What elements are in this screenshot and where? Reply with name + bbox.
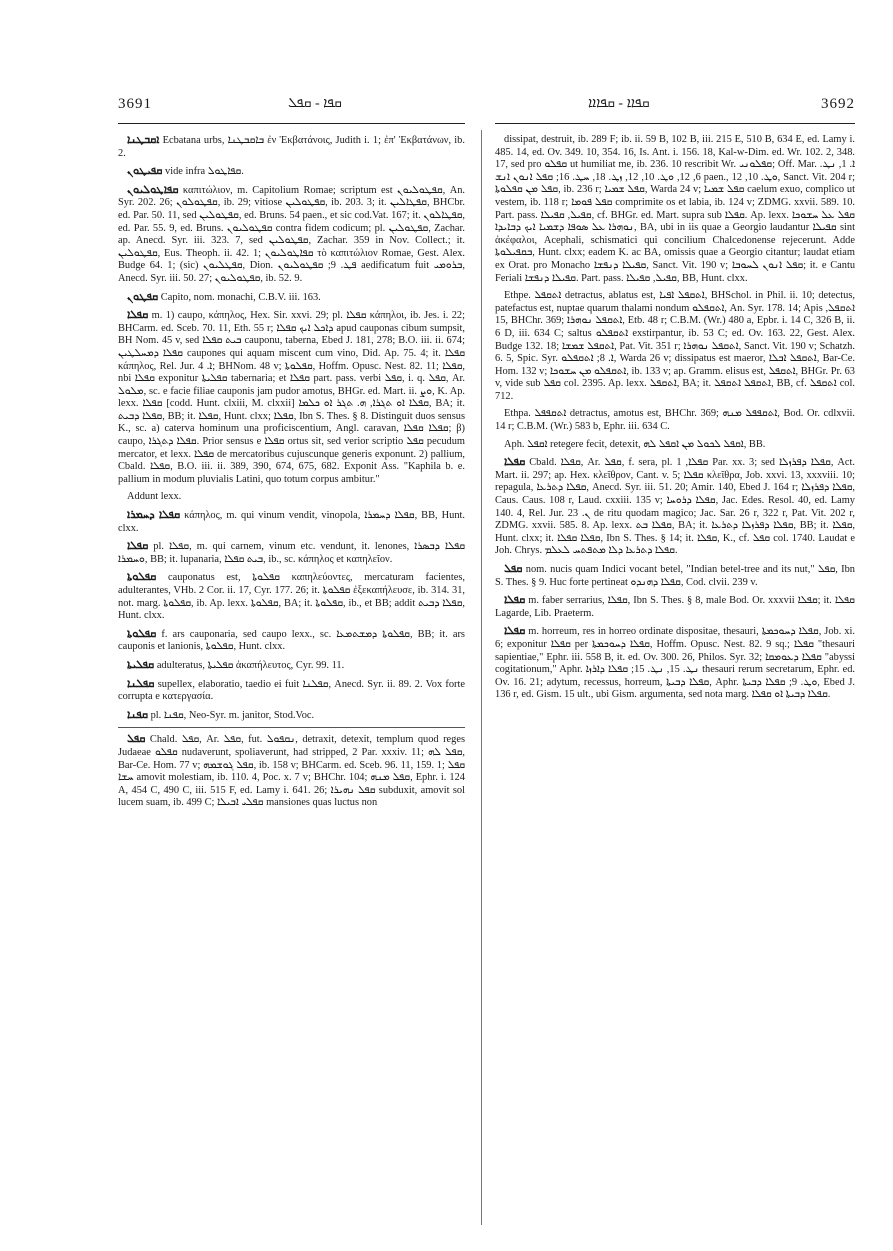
entry-text: pl. ܩܦܢܐ, Neo-Syr. m. janitor, Stod.Voc. <box>150 709 315 721</box>
dictionary-entry <box>118 134 465 160</box>
page-number-right: 3692 <box>821 96 855 112</box>
column-divider <box>481 130 482 1225</box>
header-rule-left <box>118 123 465 124</box>
dictionary-entry <box>495 563 855 589</box>
entry-text: f. ars cauponaria, sed caupo lexx., sc. ܩܦܠܘܬܐ ܕܡܫܬܡܥܐ, BB; it. ars cauponis et lanionis, ܩܦܠܘܬܐ, Hunt. clxx. <box>118 628 465 653</box>
entry-headword: ܩܦܠܐ <box>504 456 526 469</box>
dictionary-entry <box>495 408 855 433</box>
dictionary-entry <box>495 456 855 558</box>
entry-text: supellex, elaboratio, taedio ei fuit ܩܦܠܢܐ, Anecd. Syr. ii. 89. 2. Vox forte corrupta e κατεργασία. <box>118 678 465 703</box>
dictionary-entry <box>118 309 465 486</box>
dictionary-entry <box>118 540 465 566</box>
dictionary-entry <box>118 678 465 704</box>
entry-headword: ܩܦܠܐ <box>504 594 526 607</box>
dictionary-entry <box>495 439 855 452</box>
entry-text: nom. nucis quam Indici vocant betel, "Indian betel-tree and its nut," ܩܦܠ, Ibn S. Thes. § 9. Huc forte pertineat ܩܦܠܐ ܕܗܢܕܘ, Cod. clvii. 239 v. <box>495 564 855 588</box>
dictionary-entry <box>118 491 465 504</box>
dictionary-entry <box>118 291 465 305</box>
running-head-right: ܩܦܐܐ - ܩܦܐܐܐ <box>588 96 650 111</box>
dictionary-entry <box>118 184 465 286</box>
dictionary-entry <box>495 290 855 403</box>
dictionary-entry <box>118 571 465 622</box>
entry-text: Ecbatana urbs, ܒܐܩܒܛܢܐ ἐν Ἐκβατάνοις, Judith i. 1; ἐπ' Ἐκβατάνων, ib. 2. <box>118 135 465 159</box>
entry-headword: ܩܦܛܘܢ <box>127 290 159 303</box>
entry-headword: ܩܦܠܘܬܐ <box>127 571 157 584</box>
entry-headword: ܩܦܠ <box>127 733 146 746</box>
dictionary-entry <box>118 628 465 654</box>
entry-headword: ܩܦܠܐ <box>127 540 149 553</box>
entry-headword: ܩܦܝܛܘܢ <box>127 165 163 178</box>
entry-headword: ܐܩܒܛܢܐ <box>127 134 160 146</box>
page-header <box>118 96 855 118</box>
entry-text: dissipat, destruit, ib. 289 F; ib. ii. 59 B, 102 B, iii. 215 E, 510 B, 634 E, ed. Lamy i. 485. 14, ed. Ov. 349. 10, 354. 16, Is. Ant. i. 156. 18, Kal-w-Dim. ed. Wr. 102. 2, 348. 17, sed pro ܩܦܠܘ ut humiliat me, ib. 236. 10 rescribit Wr. ܩܦܠܘܢܝ; Off. Mar. ܐ. 1, ܢܛ. 6, 12, ܘܛ. 10, 12, ܙܛ. 18, ܚܛ. 16; ܩܦܠ ܐܢܘܢ ܐܢܫ paen., ܘܛ. 10, 12, Sanct. Vit. 204 r; ܩܦܠ ܡܢ ܩܦܠܘܬܐ, ib. 236 r; ܩܦܠ ܫܡܝܐ, Warda 24 v; ܩܦܠ ܫܡܝܐ caelum exuo, complico ut vestem, ib. 118 r; ܩܦܠ ܦܘܡܐ comprimite os et labia, ib. 124 v; ZDMG. xxvii. 589. 10. Part. pass. ܩܦܝܠ, ܩܦܝܠܐ, cf. BHGr. ed. Mart. supra sub ܩܦܠܐ. Ap. lexx. ܩܦܠ ܥܠ ܚܫܘܟܐ ܢܘܗܪܐ ܥܠ ܣܘܦܐ ܕܫܡܝܐ ܐܝܟ ܕܒܐܝܕܐ, BA, ubi in iis quae a Georgio laudantur ܩܦܝܠܐ sint ἀκέφαλοι, Acephali, schismatici qui concilium Chalcedonense rejecerunt. Adde ܒܩܦܝܠܘܬܐ, Hunt. clxx; eadem K. ac BA, omissis quae a Georgio citantur; laudat etiam ex Orat. pro Monacho ܩܦܝܠܐ ܕܢܦܫܐ, Sanct. Vit. 190 v; ܩܦܠ ܐܢܘܢ ܠܚܘܒܐ; it. e Cantu Feriali ܩܦܝܠܐ ܕܢܦܫܐ. Part. pass. ܩܦܝܠ, ܩܦܝܠܐ, BB, Hunt. clxx. <box>495 134 855 284</box>
entry-text: pl. ܩܦܠܐ, m. qui carnem, vinum etc. vendunt, it. lenones, ܩܦܠܐ ܕܒܣܪܐ ܘܚܡܪܐ, BB; it. lupanaria, ܒܝܬ ܩܦܠܐ, ib., sc. κάπηλος et καπηλεῖον. <box>118 541 465 565</box>
entry-headword: ܩܦܠ <box>504 563 523 575</box>
entry-headword: ܩܦܠܝܬܐ <box>127 658 155 671</box>
entry-text: m. faber serrarius, ܩܦܠܐ, Ibn S. Thes. § 8, male Bod. Or. xxxvii ܩܦܠܐ; it. ܩܦܠܐ Lagarde, Lib. Praeterm. <box>495 595 855 619</box>
header-rule-right <box>495 123 855 124</box>
section-rule <box>118 727 465 728</box>
entry-text: m. horreum, res in horreo ordinate dispositae, thesauri, ܩܦܠܐ ܕܚܘܟܡܬܐ, Job. xi. 6; exponitur ܩܦܠܐ per ܩܦܠܐ ܕܚܘܟܡܬܐ, Hoffm. Opusc. Nest. 82. 9 sq.; ܩܦܠܐ "thesauri sapientiae," Ephr. iii. 558 B, it. ed. Ov. 300. 26, Philos. Syr. 32; ܩܦܠܐ ܕܥܘܡܩܐ "abyssi cogitationum," Aphr. ܢܛ. 15, ܢܛ. 15; ܩܦܠܐ ܕܐܪܙܐ thesauri rerum secretarum, Ephr. ed. Ov. 16. 21; adytum, recessus, horreum, ܩܦܠܐ ܕܒܝܬܐ, Aphr. ܘܛ. 9; ܩܦܠܐ ܕܒܝܬܐ, Ebed J. 136 r, ed. Gism. 15 ult., ubi Gism. argumenta, sed nota marg. ܩܦܠܐ ܕܒܝܬܐ ܐܘ ܩܦܠܐ. <box>495 626 855 701</box>
entry-headword: ܩܦܢܐ <box>127 708 148 721</box>
entry-text: Addunt lexx. <box>127 491 182 503</box>
right-column <box>495 134 855 1226</box>
entry-text: Aph. ܐܩܦܠ retegere fecit, detexit, ܐܩܦܠ ܠܟܘܠ ܡܢ ܐܩܦܠ ܠܗ, BB. <box>504 438 766 450</box>
running-head-left: ܩܦܐ - ܩܦܠ <box>288 96 342 111</box>
dictionary-entry <box>118 659 465 673</box>
entry-text: Ethpe. ܐܬܩܦܠ detractus, ablatus est, ܐܬܩܦܠ ܐܦܝܐ, BHSchol. in Phil. ii. 10; detectus, patefactus est, nuptae quarum thalami nondum ܐܬܩܦܠܘ, An. Syr. 178. 14; Apis ܐܬܩܦܠ, 15, BHChr. 369; ܐܬܩܦܠ ܢܘܗܪܐ, Etb. 48 r; C.B.M. (Wr.) 480 a, Epbr. i. 14 C, 326 B, ii. 6 D, iii. 634 C; saltus ܐܬܩܦܠܘ exstirpantur, ib. 53 C; ed. Ov. 163. 22, Gest. Alex. Budge 132. 18; ܐܬܩܦܠ ܫܡܫܐ, Pat. Vit. 351 r; ܐܬܩܦܠ ܢܘܗܪܐ, Sanct. Vit. 190 v; Schatzh. 6. 5, Spic. Syr. ܐ. 8; ܐܬܩܦܠܘ, Warda 26 v; dissipatus est maeror, ܐܬܩܦܠ ܐܒܠܐ, Bar-Ce. Hom. 132 v; ܐܬܩܦܠܘ ܡܢ ܚܫܘܟܐ, ib. 133 v; ap. Gramm. elisus est, ܐܬܩܦܠ, BHGr. Pr. 63 v, vide sub ܩܦܠ col. 2395. Ap. lexx. ܐܬܩܦܠ, BA; it. ܐܬܩܦܠ ܐܬܩܦܠ, BB, cf. ܐܬܩܦܠ col. 712. <box>495 290 855 402</box>
dictionary-entry <box>118 165 465 179</box>
entry-text: m. 1) caupo, κάπηλος, Hex. Sir. xxvi. 29; pl. ܩܦܠܐ κάπηλοι, ib. Jes. i. 22; BHCarm. ed. Sceb. 70. 11, Eth. 55 r; ܕܐܟܠ ܐܝܟ ܩܦܠܐ apud cauponas cibum sumpsit, BH Nom. 45 v, sed ܒܝܬ ܩܦܠܐ cauponu, taberna, Ebed J. 181, 278; B.O. iii. ii. 674; ܩܦܠܐ ܕܡܚܠܛܝܢ caupones qui aquam miscent cum vino, Did. Ap. 75. 4; it. ܩܦܠܐ κάπηλος, Rel. Jur. ܐ. 4; BHNom. 48 v; ܩܦܠܘܬܐ, Hoffm. Opusc. Nest. 82. 11; ܩܦܠܐ, nbi ܩܦܠܐ exponitur ܩܦܠܝܬܐ tabernaria; et ܩܦܠܐ part. pass. verbi ܩܦܠ, i. q. ܩܦܠ, Ar. ܡܠܘܠ, sc. e facie filiae cauponis jam pudor amotus, BHGr. ed. Mart. ii. ܘܨ, K. Ap. lexx. ܩܦܠܐ [codd. Hunt. clxiii, M. clxxii] ܩܦܠܐ ܐܘ ܬܓܪܐ, ܗ. ܬܓܪ ܐܘ ܟܠܡܐ, BA; it. ܩܦܠܐ ܕܒܝܬ, BB; it. ܩܦܠܐ, Hunt. clxx; ܩܦܠܐ, Ibn S. Thes. § 8. Distinguit duos sensus K., sc. a) caterva hominum una proficiscentium, Angl. caravan, ܩܦܠܐ ܩܦܠܐ; β) caupo, ܩܦܠܐ ܕܬܓܪܐ. Prior sensus e ܩܦܠܐ ortus sit, sed verior scriptio ܩܦܠ pecudum mercator, et lexx. ܩܦܠܐ de mercatoribus cujuscunque generis exponunt. 2) pallium, Cbald. ܩܦܠܐ, B.O. iii. ii. 389, 390, 674, 675, 682. Exponit Ass. "Kaphila b. e. pallium in modum pluvialis Latini, quo totum corpus ambitur." <box>118 310 465 485</box>
dictionary-entry <box>118 733 465 810</box>
entry-text: Cbald. ܩܦܠܐ, Ar. ܩܦܠ, f. sera, pl. ܩܦܠܐ, 1 Par. xx. 3; sed ܩܦܠܐ ܕܦܪܙܠܐ, Act. Mart. ii. 297; ap. Hex. κλεῖθρον, Cant. v. 5; ܩܦܠܐ κλεῖθρα, Job. xxvi. 13, xxxviii. 10; repagula, ܩܦܠܐ ܕܬܪܥܐ, Anecd. Syr. iii. 51. 20; Amir. 140, Ebed J. 164 r; ܩܦܠܐ ܕܦܪܙܠܐ, Caus. Caus. 108 r, Laud. cxxiii. 135 v; ܩܦܠܐ ܕܪܘܚܐ, Jac. Edes. Resol. 40, ed. Lamy 140. 4, Rel. Jur. ܢ. 23 de ritu quodam magico; Jac. Sar. 26 r, 322 r, Pat. Vit. 202 r, ZDMG. xxvii. 585. 8. Ap. lexx. ܩܦܠܐ ܒܬ, BA; it. ܩܦܠܐ ܕܦܪܙܠܐ ܕܬܪܥܐ, BB; it. ܩܦܠܐ, Hunt. clxx; it. ܩܦܠܐ ܩܦܠܐ, Ibn S. Thes. § 14; it. ܩܦܠܐ, K., cf. ܩܦܠ col. 1740. Laudat e Joh. Chrys. ܩܦܠܐ ܕܬܪܥܐ ܕܠܐ ܡܬܦܬܚ ܠܥܠܡ. <box>495 457 855 557</box>
entry-headword: ܩܦܐܛܘܠܝܘܢ <box>127 183 179 196</box>
entry-text: vide infra ܩܦܐܛܘܠ. <box>165 166 244 178</box>
entry-headword: ܩܦܠܘܬܐ <box>127 627 157 640</box>
dictionary-entry <box>118 509 465 535</box>
dictionary-entry <box>118 709 465 723</box>
entry-headword: ܩܦܠܢܐ <box>127 677 155 690</box>
entry-text: cauponatus est, ܩܦܠܘܬܐ καπηλεύοντες, mercaturam facientes, adulterantes, VHb. 2 Cor. ii. 17, Cyr. 177. 26; it. ܩܦܠܘܬܐ ἐξεκαπήλευσε, ib. 314. 31, not. marg. ܩܦܠܘܬܐ, ib. Ap. lexx. ܩܦܠܘܬܐ, BA; it. ܩܦܠܘܬܐ, ib., et BB; addit ܩܦܠܐ ܕܒܝܬ, Hunt. clxx. <box>118 572 465 622</box>
entry-headword: ܩܦܠܐ ܕܚܡܪܐ <box>127 509 181 522</box>
left-column <box>118 134 465 1226</box>
dictionary-entry <box>495 625 855 702</box>
page-number-left: 3691 <box>118 96 152 112</box>
entry-text: adulteratus, ܩܦܠܝܬܐ ἀκαπήλευτος, Cyr. 99. 11. <box>156 659 345 671</box>
dictionary-entry <box>495 594 855 620</box>
entry-text: καπιτώλιον, m. Capitolium Romae; scriptum est ܩܦܛܘܠܝܘܢ, An. Syr. 202. 26; ܩܦܛܘܠܘܢ, ib. 29; vitiose ܩܦܛܘܠܝܢ, ib. 203. 3; it. ܩܦܛܐܠܝܢ, BHCbr. ed. Par. 50. 11, sed ܩܦܛܘܠܝܢ, ed. Bruns. 54 paen., et sic cod.Vat. 167; it. ܩܦܛܐܠܘܢ, ed. Par. 55. 9, ed. Bruns. ܩܦܛܘܠܝܘܢ contra fidem codicum; pl. ܩܦܛܘܠܝܢ, Zachar. ap. Anecd. Syr. iii. 323. 7, sed ܩܦܛܘܠܝܢ, Zachar. 359 in Nov. Collect.; it. ܩܦܛܘܠܝܢ, Eus. Theoph. ii. 42. 1; ܩܦܐܛܘܠܝܘܢ τὸ καπιτώλιον Romae, Gest. Alex. Budge 64. 1; (sic) ܩܦܛܠܝܘܢ, Dion. ܦܛ. 9; ܩܦܛܘܠܝܘܢ aedificatum fuit ܒܪܘܡܝ, Anecd. Syr. iii. 50. 27; ܩܦܛܘܠܝܘܢ, ib. 52. 9. <box>118 184 465 284</box>
entry-text: Chald. ܩܦܠ, Ar. ܩܦܠ, fut. ܢܩܦܘܠ, detraxit, detexit, templum quod reges Judaeae ܩܦܠܘ nudaverunt, spoliaverunt, had stripped, 2 Par. xxxiv. 11; ܩܦܠ ܠܗ, Bar-Ce. Hom. 77 v; ܩܦܠ ܓܘܫܡܗ, ib. 158 v; BHCarm. ed. Sceb. 96. 11, 159. 1; ܩܦܠ ܚܫܐ amovit molestiam, ib. 110. 4, Poc. x. 7 v; BHChr. 104; ܩܦܠ ܡܢܗ, Ephr. i. 124 A, 454 C, 490 C, iii. 515 F, ed. Lamy i. 641. 26; ܩܦܠ ܢܗܝܪܐ subduxit, amovit sol lucem suam, ib. 499 C; ܩܦܠܝ ܐܒܝܠܐ mansiones quas luctus non <box>118 734 465 809</box>
entry-headword: ܩܦܠܐ <box>127 309 149 322</box>
entry-text: Capito, nom. monachi, C.B.V. iii. 163. <box>160 291 321 303</box>
entry-text: Ethpa. ܐܬܩܦܦܠ detractus, amotus est, BHChr. 369; ܐܬܩܦܦܠ ܡܢܗ, Bod. Or. cdlxvii. 14 r; C.B.M. (Wr.) 583 b, Ephr. iii. 634 C. <box>495 408 855 433</box>
entry-text: κάπηλος, m. qui vinum vendit, vinopola, ܩܦܠܐ ܕܚܡܪܐ, BB, Hunt. clxx. <box>118 510 465 534</box>
dictionary-entry <box>495 134 855 285</box>
entry-headword: ܩܦܠܐ <box>504 625 526 638</box>
